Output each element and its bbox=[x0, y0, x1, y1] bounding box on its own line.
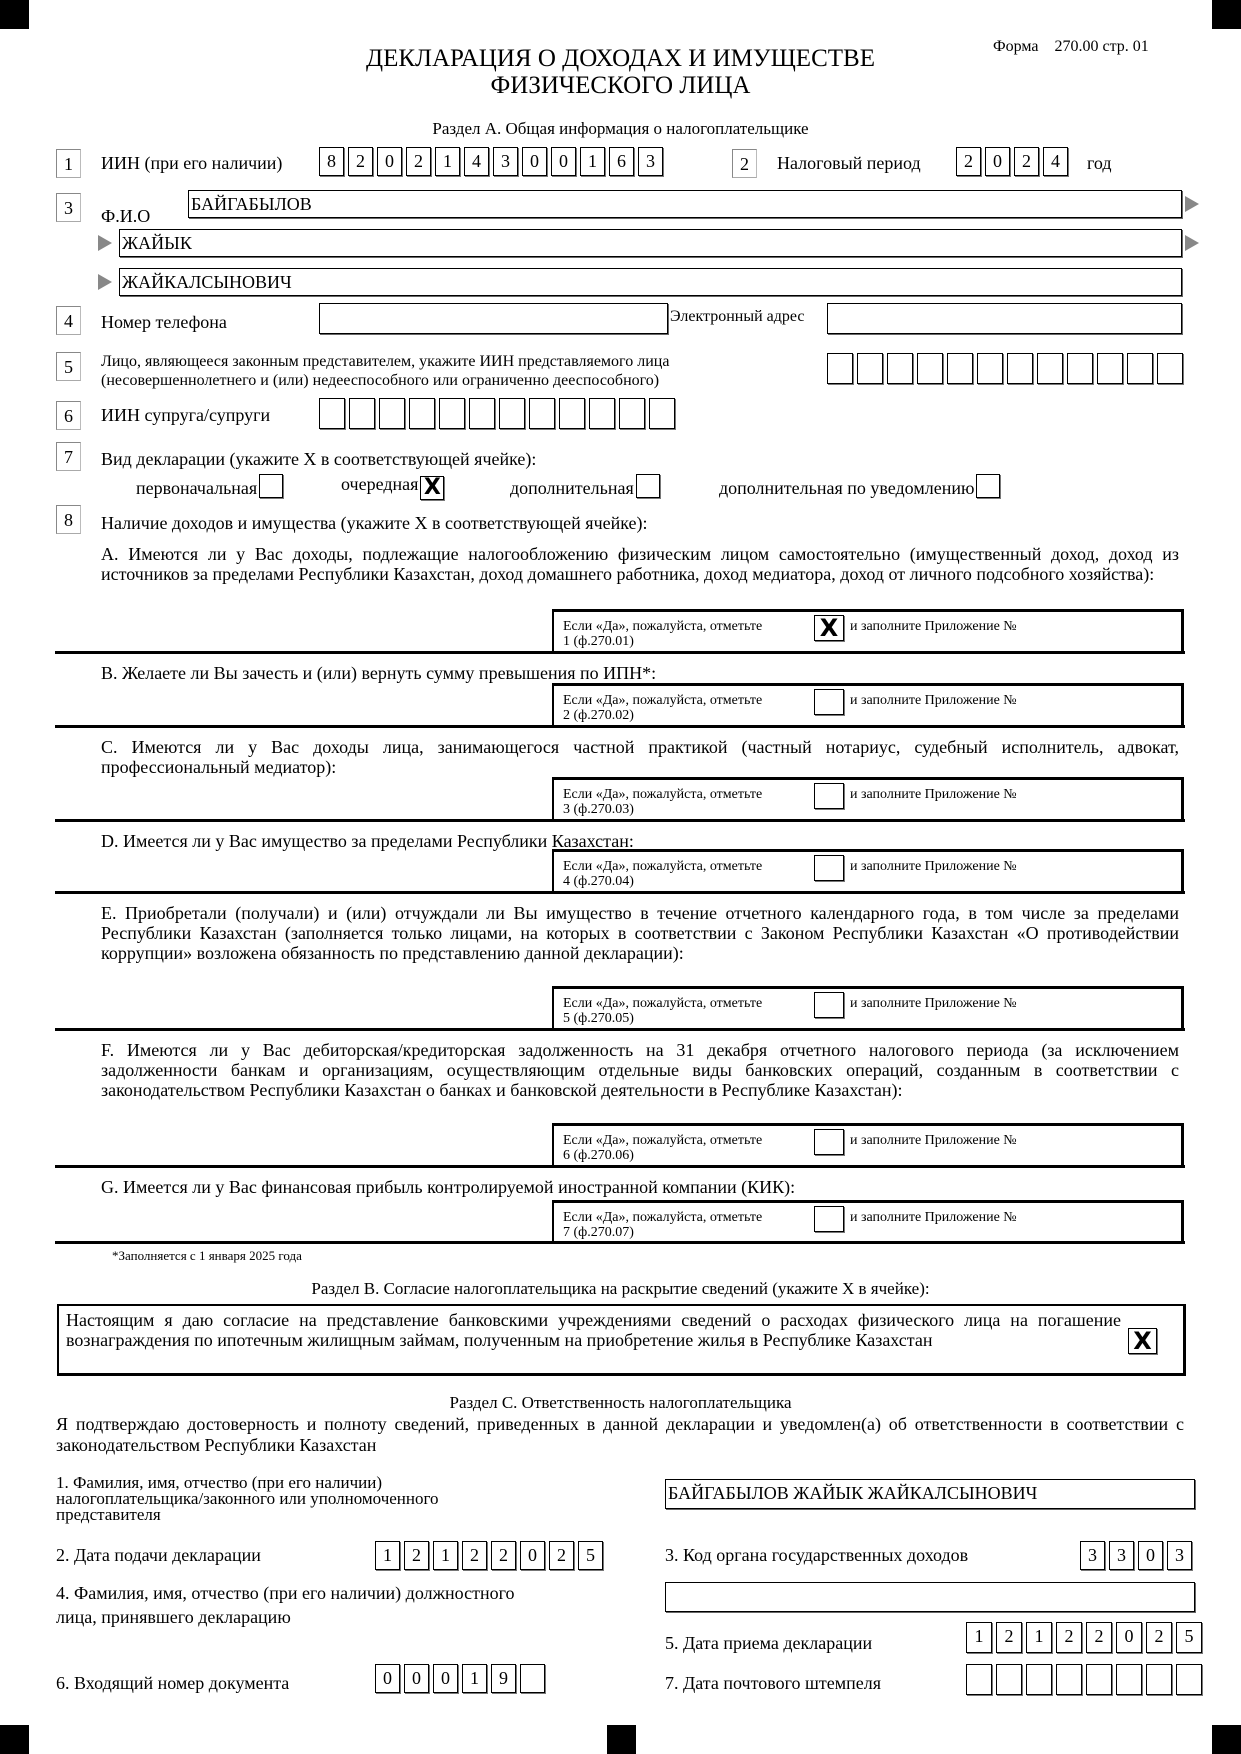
divider bbox=[55, 819, 1185, 822]
digit-cell[interactable]: 2 bbox=[491, 1541, 516, 1570]
registration-marker-bottom-right bbox=[1212, 1725, 1241, 1754]
arrow-right-icon bbox=[98, 274, 112, 290]
digit-cell[interactable]: 5 bbox=[578, 1541, 603, 1570]
digit-cell[interactable] bbox=[1176, 1664, 1202, 1695]
answer-prefix: Если «Да», пожалуйста, отметьте bbox=[563, 619, 763, 634]
postmark-date-label: 7. Дата почтового штемпеля bbox=[665, 1673, 882, 1693]
divider bbox=[55, 891, 1185, 894]
field-number-1: 1 bbox=[56, 149, 81, 178]
digit-cell[interactable] bbox=[559, 398, 585, 429]
digit-cell[interactable] bbox=[887, 353, 913, 384]
answer-prefix: Если «Да», пожалуйста, отметьте bbox=[563, 693, 763, 708]
digit-cell[interactable] bbox=[499, 398, 525, 429]
question-d-text: D. Имеется ли у Вас имущество за пределами Республики Казахстан: bbox=[101, 831, 634, 851]
registration-marker-bottom-center bbox=[607, 1725, 636, 1754]
section-a-heading: Раздел А. Общая информация о налогоплательщике bbox=[432, 119, 809, 138]
digit-cell[interactable]: 1 bbox=[1026, 1622, 1052, 1653]
acceptance-date-label: 5. Дата приема декларации bbox=[665, 1633, 873, 1653]
official-name-label-line1: 4. Фамилия, имя, отчество (при его наличии) должностного bbox=[56, 1583, 515, 1603]
digit-cell[interactable] bbox=[529, 398, 555, 429]
digit-cell[interactable]: 0 bbox=[551, 147, 576, 176]
phone-label: Номер телефона bbox=[101, 312, 227, 332]
answer-suffix: и заполните Приложение № bbox=[850, 996, 1017, 1011]
digit-cell[interactable] bbox=[379, 398, 405, 429]
divider bbox=[55, 651, 1185, 654]
answer-suffix: и заполните Приложение № bbox=[850, 693, 1017, 708]
digit-cell[interactable] bbox=[619, 398, 645, 429]
question-a-answer-box bbox=[552, 609, 1184, 651]
checkbox-initial[interactable] bbox=[259, 474, 283, 498]
digit-cell[interactable]: 0 bbox=[522, 147, 547, 176]
annex-ref: 5 (ф.270.05) bbox=[563, 1011, 634, 1026]
page-title-line2: ФИЗИЧЕСКОГО ЛИЦА bbox=[490, 72, 751, 99]
digit-cell[interactable]: 2 bbox=[1014, 147, 1039, 176]
digit-cell[interactable]: 1 bbox=[375, 1541, 400, 1570]
question-a-text: A. Имеются ли у Вас доходы, подлежащие налогообложению физическим лицом самостоятельно (имущественный доход, доход из источников за пределами Республики Казахстан, доход домашнего работника, доход медиатора, доход от личного подсобного хозяйства): bbox=[101, 544, 1179, 584]
answer-suffix: и заполните Приложение № bbox=[850, 1210, 1017, 1225]
question-g-text: G. Имеется ли у Вас финансовая прибыль контролируемой иностранной компании (КИК): bbox=[101, 1177, 796, 1197]
digit-cell[interactable] bbox=[469, 398, 495, 429]
field-number-7: 7 bbox=[56, 442, 81, 471]
digit-cell[interactable] bbox=[409, 398, 435, 429]
digit-cell[interactable]: 9 bbox=[491, 1664, 516, 1693]
annex-ref: 1 (ф.270.01) bbox=[563, 634, 634, 649]
checkbox-additional[interactable] bbox=[636, 474, 660, 498]
digit-cell[interactable] bbox=[1037, 353, 1063, 384]
declaration-type-option-additional-notice[interactable] bbox=[719, 474, 1000, 499]
digit-cell[interactable]: 2 bbox=[404, 1541, 429, 1570]
digit-cell[interactable]: 2 bbox=[406, 147, 431, 176]
answer-suffix: и заполните Приложение № bbox=[850, 859, 1017, 874]
arrow-right-icon bbox=[98, 235, 112, 251]
digit-cell[interactable]: 2 bbox=[1056, 1622, 1082, 1653]
divider bbox=[55, 1241, 1185, 1244]
question-e-answer-box bbox=[552, 986, 1184, 1028]
checkbox-regular[interactable]: X bbox=[420, 476, 444, 500]
digit-cell[interactable] bbox=[966, 1664, 992, 1695]
digit-cell[interactable] bbox=[520, 1664, 545, 1693]
consent-text: Настоящим я даю согласие на представление банковскими учреждениями сведений о расходах физического лица на погашение вознаграждения по ипотечным жилищным займам, полученным на приобретение жилья в Республике Казахстан bbox=[66, 1310, 1121, 1350]
arrow-right-icon bbox=[1185, 196, 1199, 212]
digit-cell[interactable]: 3 bbox=[638, 147, 663, 176]
question-a-checkbox[interactable]: X bbox=[814, 615, 844, 641]
annex-ref: 3 (ф.270.03) bbox=[563, 802, 634, 817]
digit-cell[interactable]: 2 bbox=[549, 1541, 574, 1570]
question-d-checkbox[interactable] bbox=[814, 855, 844, 881]
official-name-field[interactable] bbox=[665, 1582, 1195, 1612]
digit-cell[interactable] bbox=[1067, 353, 1093, 384]
arrow-right-icon bbox=[1185, 235, 1199, 251]
digit-cell[interactable]: 2 bbox=[1086, 1622, 1112, 1653]
question-c-text: C. Имеются ли у Вас доходы лица, занимающегося частной практикой (частный нотариус, судебный исполнитель, адвокат, профессиональный медиатор): bbox=[101, 737, 1179, 777]
field-number-8: 8 bbox=[56, 505, 81, 534]
incoming-doc-number-label: 6. Входящий номер документа bbox=[56, 1673, 290, 1693]
option-label: первоначальная bbox=[136, 478, 258, 498]
annex-ref: 4 (ф.270.04) bbox=[563, 874, 634, 889]
digit-cell[interactable] bbox=[1056, 1664, 1082, 1695]
first-name-field[interactable]: ЖАЙЫК bbox=[119, 229, 1182, 257]
digit-cell[interactable]: 0 bbox=[404, 1664, 429, 1693]
page-title-line1: ДЕКЛАРАЦИЯ О ДОХОДАХ И ИМУЩЕСТВЕ bbox=[366, 45, 875, 72]
spouse-iin-label: ИИН супруга/супруги bbox=[101, 405, 271, 425]
field-number-4: 4 bbox=[56, 306, 81, 335]
digit-cell[interactable]: 2 bbox=[348, 147, 373, 176]
taxpayer-name-label-line2: налогоплательщика/законного или уполномоченного bbox=[56, 1489, 439, 1508]
registration-marker-bottom-left bbox=[0, 1725, 29, 1754]
patronymic-field[interactable]: ЖАЙКАЛСЫНОВИЧ bbox=[119, 268, 1182, 296]
answer-prefix: Если «Да», пожалуйста, отметьте bbox=[563, 996, 763, 1011]
digit-cell[interactable]: 3 bbox=[1167, 1541, 1192, 1570]
digit-cell[interactable] bbox=[1127, 353, 1153, 384]
divider bbox=[55, 1165, 1185, 1168]
digit-cell[interactable]: 1 bbox=[462, 1664, 487, 1693]
revenue-authority-code-cells[interactable] bbox=[1080, 1541, 1192, 1570]
annex-ref: 7 (ф.270.07) bbox=[563, 1225, 634, 1240]
question-d-answer-box bbox=[552, 849, 1184, 891]
declaration-type-option-regular[interactable] bbox=[341, 474, 444, 500]
option-label: очередная bbox=[341, 474, 419, 494]
digit-cell[interactable]: 6 bbox=[609, 147, 634, 176]
question-e-text: E. Приобретали (получали) и (или) отчуждали ли Вы имущество в течение отчетного календарного года, в том числе за пределами Республики Казахстан (заполняется только лицами, на которых в соответствии с Законом Республики Казахстан «О противодействии коррупции» возложена обязанность по представлению данной декларации): bbox=[101, 903, 1179, 963]
submission-date-cells[interactable] bbox=[375, 1541, 603, 1570]
digit-cell[interactable]: 1 bbox=[966, 1622, 992, 1653]
digit-cell[interactable]: 0 bbox=[377, 147, 402, 176]
digit-cell[interactable] bbox=[1086, 1664, 1112, 1695]
representative-label-line2: (несовершеннолетнего и (или) недееспособного или ограниченно дееспособного) bbox=[101, 372, 660, 389]
taxpayer-name-label-line3: представителя bbox=[56, 1505, 161, 1524]
answer-prefix: Если «Да», пожалуйста, отметьте bbox=[563, 1210, 763, 1225]
divider bbox=[55, 725, 1185, 728]
digit-cell[interactable] bbox=[917, 353, 943, 384]
official-name-label-line2: лица, принявшего декларацию bbox=[56, 1607, 291, 1627]
digit-cell[interactable]: 0 bbox=[520, 1541, 545, 1570]
digit-cell[interactable] bbox=[1157, 353, 1183, 384]
question-f-checkbox[interactable] bbox=[814, 1129, 844, 1155]
digit-cell[interactable] bbox=[439, 398, 465, 429]
digit-cell[interactable]: 1 bbox=[435, 147, 460, 176]
digit-cell[interactable]: 8 bbox=[319, 147, 344, 176]
digit-cell[interactable] bbox=[1026, 1664, 1052, 1695]
taxpayer-name-label-line1: 1. Фамилия, имя, отчество (при его наличии) bbox=[56, 1473, 382, 1492]
revenue-authority-code-label: 3. Код органа государственных доходов bbox=[665, 1545, 969, 1565]
tax-period-suffix: год bbox=[1087, 153, 1112, 173]
acceptance-date-cells[interactable] bbox=[966, 1622, 1202, 1653]
declaration-type-option-initial[interactable] bbox=[136, 474, 283, 499]
tax-period-label: Налоговый период bbox=[777, 153, 921, 173]
answer-suffix: и заполните Приложение № bbox=[850, 787, 1017, 802]
form-identifier: Форма 270.00 стр. 01 bbox=[993, 38, 1149, 55]
digit-cell[interactable]: 4 bbox=[464, 147, 489, 176]
answer-prefix: Если «Да», пожалуйста, отметьте bbox=[563, 787, 763, 802]
email-label: Электронный адрес bbox=[670, 308, 805, 325]
digit-cell[interactable] bbox=[589, 398, 615, 429]
question-f-answer-box bbox=[552, 1123, 1184, 1165]
digit-cell[interactable]: 4 bbox=[1043, 147, 1068, 176]
spouse-iin-cells[interactable] bbox=[319, 398, 675, 429]
fio-label: Ф.И.О bbox=[101, 206, 151, 226]
annex-ref: 2 (ф.270.02) bbox=[563, 708, 634, 723]
question-b-checkbox[interactable] bbox=[814, 689, 844, 715]
declaration-type-label: Вид декларации (укажите X в соответствующей ячейке): bbox=[101, 449, 537, 469]
representative-iin-cells[interactable] bbox=[827, 353, 1183, 384]
digit-cell[interactable]: 0 bbox=[1116, 1622, 1142, 1653]
digit-cell[interactable]: 0 bbox=[433, 1664, 458, 1693]
tax-period-cells[interactable] bbox=[956, 147, 1068, 176]
digit-cell[interactable]: 3 bbox=[1109, 1541, 1134, 1570]
answer-prefix: Если «Да», пожалуйста, отметьте bbox=[563, 859, 763, 874]
iin-label: ИИН (при его наличии) bbox=[101, 153, 283, 173]
digit-cell[interactable] bbox=[319, 398, 345, 429]
answer-suffix: и заполните Приложение № bbox=[850, 619, 1017, 634]
digit-cell[interactable] bbox=[1146, 1664, 1172, 1695]
digit-cell[interactable]: 5 bbox=[1176, 1622, 1202, 1653]
section-b-heading: Раздел В. Согласие налогоплательщика на раскрытие сведений (укажите X в ячейке): bbox=[311, 1279, 930, 1298]
option-label: дополнительная по уведомлению bbox=[719, 478, 975, 498]
registration-marker-top-right bbox=[1212, 0, 1241, 29]
divider bbox=[55, 1028, 1185, 1031]
digit-cell[interactable] bbox=[996, 1664, 1022, 1695]
question-b-text: B. Желаете ли Вы зачесть и (или) вернуть сумму превышения по ИПН*: bbox=[101, 663, 657, 683]
email-field[interactable] bbox=[827, 303, 1182, 334]
digit-cell[interactable]: 2 bbox=[1146, 1622, 1172, 1653]
field-number-6: 6 bbox=[56, 401, 81, 430]
field-number-5: 5 bbox=[56, 352, 81, 381]
consent-box bbox=[57, 1304, 1186, 1376]
question-c-answer-box bbox=[552, 777, 1184, 819]
question-g-checkbox[interactable] bbox=[814, 1206, 844, 1232]
digit-cell[interactable] bbox=[827, 353, 853, 384]
iin-cells[interactable] bbox=[319, 147, 663, 176]
surname-field[interactable]: БАЙГАБЫЛОВ bbox=[188, 190, 1182, 218]
digit-cell[interactable]: 2 bbox=[996, 1622, 1022, 1653]
digit-cell[interactable] bbox=[1097, 353, 1123, 384]
phone-field[interactable] bbox=[319, 303, 668, 334]
digit-cell[interactable] bbox=[1116, 1664, 1142, 1695]
annex-ref: 6 (ф.270.06) bbox=[563, 1148, 634, 1163]
consent-checkbox[interactable]: X bbox=[1128, 1328, 1157, 1354]
digit-cell[interactable]: 2 bbox=[956, 147, 981, 176]
question-f-text: F. Имеются ли у Вас дебиторская/кредиторская задолженность на 31 декабря отчетного налогового периода (за исключением задолженности банкам и организациям, осуществляющим отдельные виды банковских операций, созданным в соответствии с законодательством Республики Казахстан о банках и банковской деятельности в Республике Казахстан): bbox=[101, 1040, 1179, 1100]
income-property-label: Наличие доходов и имущества (укажите X в соответствующей ячейке): bbox=[101, 513, 648, 533]
postmark-date-cells[interactable] bbox=[966, 1664, 1202, 1695]
responsibility-statement: Я подтверждаю достоверность и полноту сведений, приведенных в данной декларации и уведомлен(а) об ответственности в соответствии с законодательством Республики Казахстан bbox=[56, 1414, 1184, 1455]
digit-cell[interactable]: 1 bbox=[433, 1541, 458, 1570]
digit-cell[interactable]: 3 bbox=[493, 147, 518, 176]
answer-suffix: и заполните Приложение № bbox=[850, 1133, 1017, 1148]
incoming-doc-number-cells[interactable] bbox=[375, 1664, 545, 1693]
digit-cell[interactable] bbox=[977, 353, 1003, 384]
digit-cell[interactable]: 2 bbox=[462, 1541, 487, 1570]
field-number-3: 3 bbox=[56, 193, 81, 222]
answer-prefix: Если «Да», пожалуйста, отметьте bbox=[563, 1133, 763, 1148]
digit-cell[interactable]: 0 bbox=[375, 1664, 400, 1693]
option-label: дополнительная bbox=[510, 478, 634, 498]
checkbox-additional-notice[interactable] bbox=[976, 474, 1000, 498]
digit-cell[interactable]: 3 bbox=[1080, 1541, 1105, 1570]
digit-cell[interactable] bbox=[349, 398, 375, 429]
digit-cell[interactable] bbox=[947, 353, 973, 384]
footnote: *Заполняется с 1 января 2025 года bbox=[112, 1248, 302, 1263]
question-g-answer-box bbox=[552, 1200, 1184, 1242]
submission-date-label: 2. Дата подачи декларации bbox=[56, 1545, 261, 1565]
registration-marker-top-left bbox=[0, 0, 29, 29]
taxpayer-name-field[interactable]: БАЙГАБЫЛОВ ЖАЙЫК ЖАЙКАЛСЫНОВИЧ bbox=[665, 1479, 1195, 1509]
section-c-heading: Раздел С. Ответственность налогоплательщика bbox=[449, 1393, 792, 1412]
question-e-checkbox[interactable] bbox=[814, 992, 844, 1018]
digit-cell[interactable] bbox=[649, 398, 675, 429]
field-number-2: 2 bbox=[732, 149, 757, 178]
digit-cell[interactable]: 0 bbox=[1138, 1541, 1163, 1570]
question-b-answer-box bbox=[552, 683, 1184, 725]
digit-cell[interactable]: 1 bbox=[580, 147, 605, 176]
representative-label-line1: Лицо, являющееся законным представителем, укажите ИИН представляемого лица bbox=[101, 353, 670, 370]
digit-cell[interactable] bbox=[857, 353, 883, 384]
question-c-checkbox[interactable] bbox=[814, 783, 844, 809]
digit-cell[interactable] bbox=[1007, 353, 1033, 384]
declaration-type-option-additional[interactable] bbox=[510, 474, 660, 499]
digit-cell[interactable]: 0 bbox=[985, 147, 1010, 176]
